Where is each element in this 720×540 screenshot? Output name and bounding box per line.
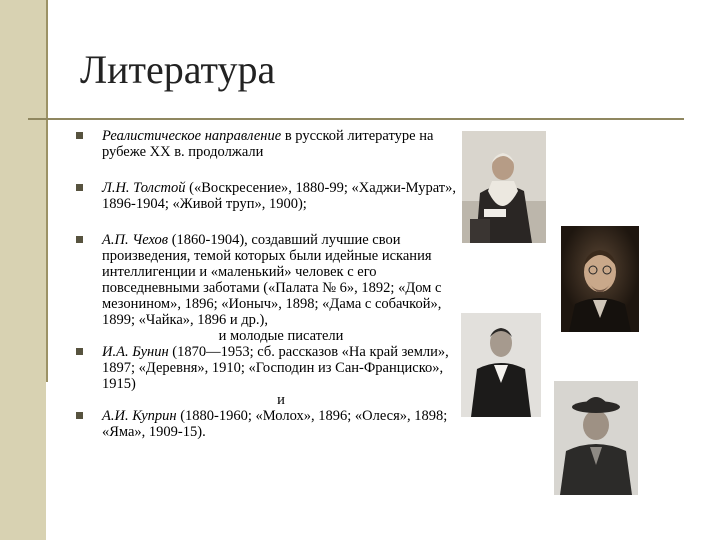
item-term: Реалистическое направление (102, 128, 282, 144)
bullet-square-icon (76, 412, 83, 419)
item-text: в русской литературе на рубеже XX в. продолжали (102, 128, 434, 160)
bullet-square-icon (76, 132, 83, 139)
item-text: (1870—1953; сб. рассказов «На край земли», 1897; «Деревня», 1910; «Господин из Сан-Франциско», 1915) (102, 344, 449, 392)
portrait-tolstoy (462, 131, 546, 243)
list-item (82, 344, 460, 392)
list-item (82, 128, 460, 160)
item-term: И.А. Бунин (102, 344, 169, 360)
bullet-square-icon (76, 184, 83, 191)
connector-and: и (277, 392, 285, 408)
list-item (82, 232, 460, 328)
item-term: А.П. Чехов (102, 232, 169, 248)
vertical-rule (46, 0, 48, 382)
title-underline (28, 118, 684, 120)
portrait-chekhov (561, 226, 639, 332)
portrait-bunin (461, 313, 541, 417)
item-text: (1860-1904), создавший лучшие свои произведения, темой которых были идейные искания интеллигенции и «маленький» человек с его повседневными заботами («Палата № 6», 1892; «Дом с мезонином», 1896; «Ионыч», 1898; «Дама с собачкой», 1899; «Чайка», 1896 и др.), (102, 232, 442, 328)
list-item (82, 180, 460, 212)
bullet-square-icon (76, 348, 83, 355)
connector-writers: и молодые писатели (218, 328, 344, 344)
left-decorative-stripe (0, 0, 46, 540)
item-text: (1880-1960; «Молох», 1896; «Олеся», 1898; «Яма», 1909-15). (102, 408, 448, 440)
item-term: А.И. Куприн (102, 408, 177, 424)
slide-title: Литература (80, 47, 276, 92)
item-text: («Воскресение», 1880-99; «Хаджи-Мурат», 1896-1904; «Живой труп», 1900); (102, 180, 456, 212)
portrait-kuprin (554, 381, 638, 495)
list-item (82, 408, 460, 440)
bullet-square-icon (76, 236, 83, 243)
slide-content (82, 128, 460, 440)
item-term: Л.Н. Толстой (102, 180, 186, 196)
